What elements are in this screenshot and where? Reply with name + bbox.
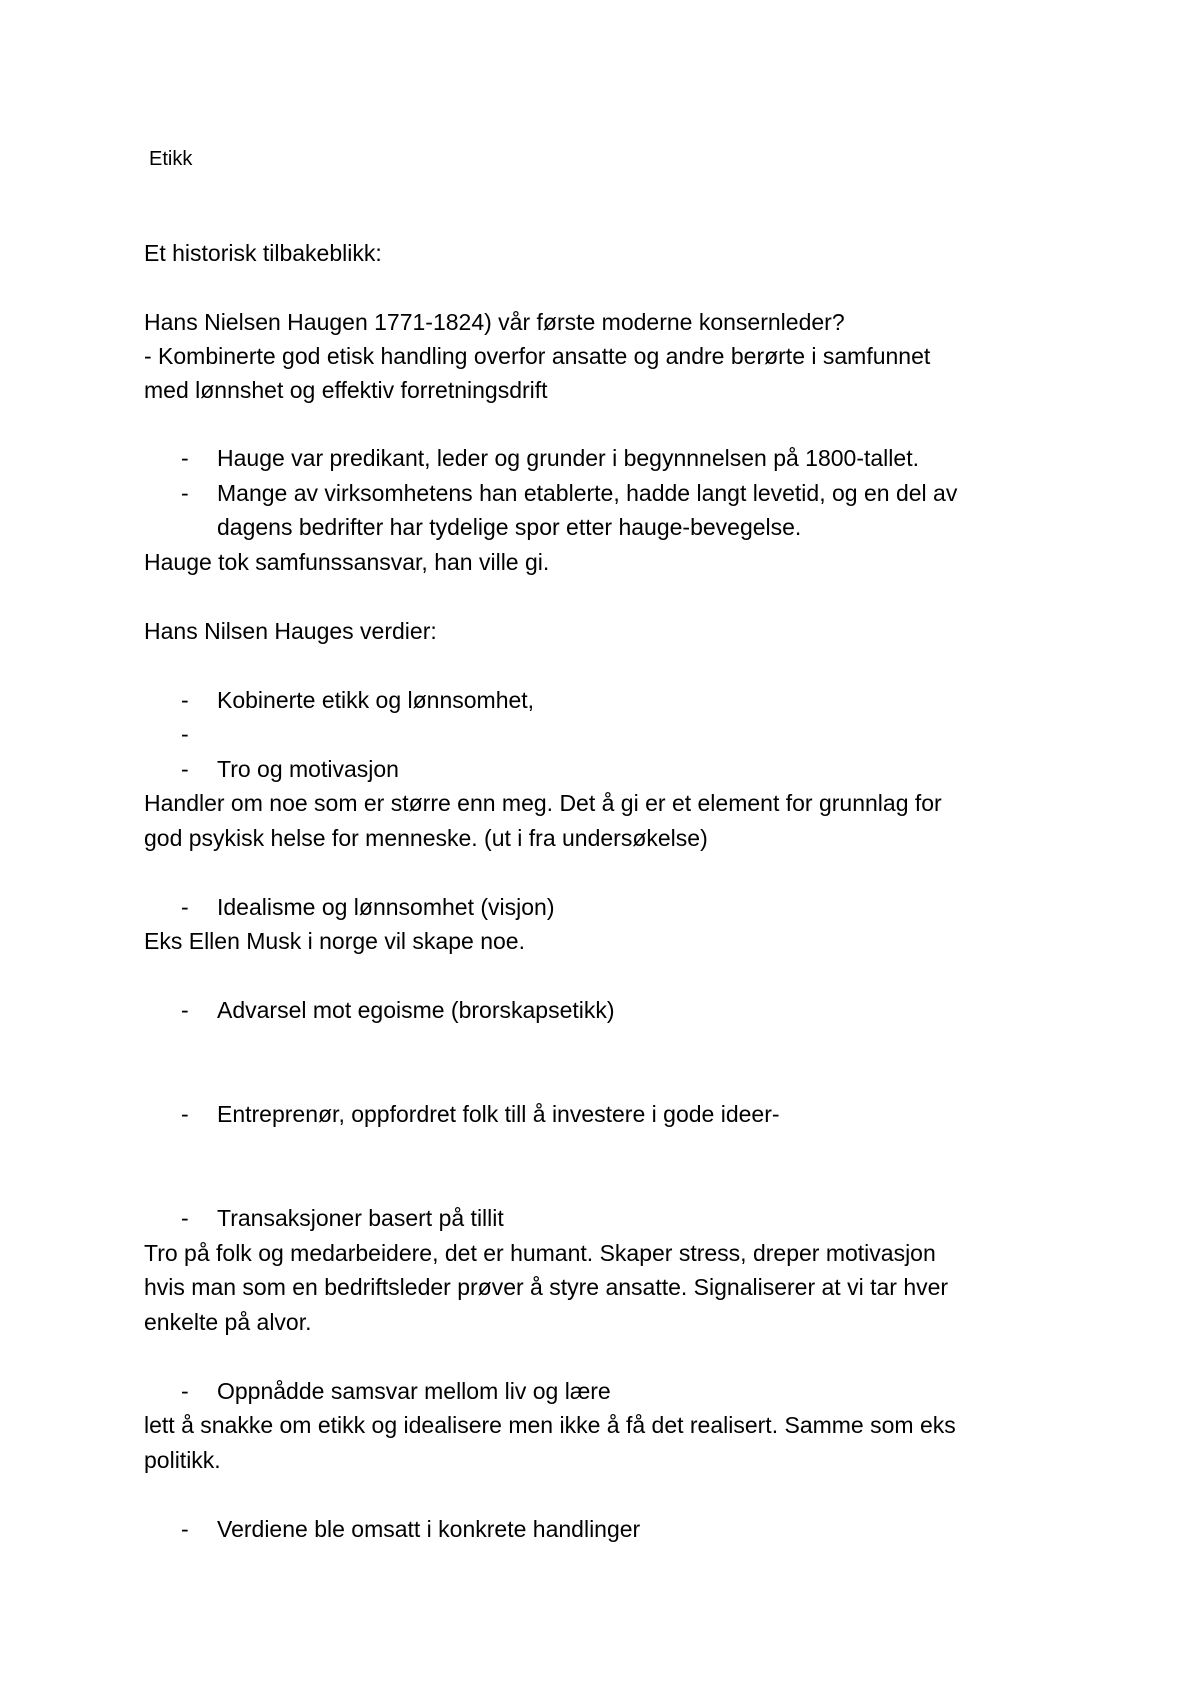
bullet-dash: - <box>181 445 189 471</box>
document-title: Etikk <box>149 148 193 170</box>
list-item-text: Hauge var predikant, leder og grunder i begynnnelsen på 1800-tallet. <box>217 445 919 471</box>
paragraph-line: god psykisk helse for menneske. (ut i fra undersøkelse) <box>144 825 708 851</box>
list-item-text: Entreprenør, oppfordret folk till å investere i gode ideer- <box>217 1101 780 1127</box>
bullet-dash: - <box>181 687 189 713</box>
bullet-dash: - <box>181 894 189 920</box>
list-item-text: Kobinerte etikk og lønnsomhet, <box>217 687 535 713</box>
heading-values: Hans Nilsen Hauges verdier: <box>144 618 437 644</box>
bullet-dash: - <box>181 1378 189 1404</box>
list-item-text: Mange av virksomhetens han etablerte, hadde langt levetid, og en del av <box>217 480 958 506</box>
bullet-dash: - <box>181 721 189 747</box>
paragraph-line: politikk. <box>144 1447 221 1473</box>
bullet-dash: - <box>181 480 189 506</box>
bullet-dash: - <box>181 997 189 1023</box>
paragraph-line: Hans Nielsen Haugen 1771-1824) vår første moderne konsernleder? <box>144 309 845 335</box>
bullet-dash: - <box>181 1101 189 1127</box>
paragraph-line: Eks Ellen Musk i norge vil skape noe. <box>144 928 525 954</box>
list-item-text: Verdiene ble omsatt i konkrete handlinger <box>217 1516 641 1542</box>
list-item-text: dagens bedrifter har tydelige spor etter hauge-bevegelse. <box>217 514 802 540</box>
list-item-text: Oppnådde samsvar mellom liv og lære <box>217 1378 611 1404</box>
paragraph-line: med lønnshet og effektiv forretningsdrift <box>144 377 548 403</box>
paragraph-line: - Kombinerte god etisk handling overfor ansatte og andre berørte i samfunnet <box>144 343 931 369</box>
list-item-text: Tro og motivasjon <box>217 756 399 782</box>
bullet-dash: - <box>181 1205 189 1231</box>
list-item-text: Idealisme og lønnsomhet (visjon) <box>217 894 555 920</box>
list-item-text: Advarsel mot egoisme (brorskapsetikk) <box>217 997 615 1023</box>
heading-history: Et historisk tilbakeblikk: <box>144 240 382 266</box>
paragraph-line: enkelte på alvor. <box>144 1309 312 1335</box>
paragraph-line: Handler om noe som er større enn meg. Det å gi er et element for grunnlag for <box>144 790 942 816</box>
paragraph-line: lett å snakke om etikk og idealisere men ikke å få det realisert. Samme som eks <box>144 1412 956 1438</box>
list-item-text: Transaksjoner basert på tillit <box>217 1205 504 1231</box>
paragraph-line: Hauge tok samfunssansvar, han ville gi. <box>144 549 550 575</box>
bullet-dash: - <box>181 1516 189 1542</box>
paragraph-line: Tro på folk og medarbeidere, det er humant. Skaper stress, dreper motivasjon <box>144 1240 936 1266</box>
paragraph-line: hvis man som en bedriftsleder prøver å styre ansatte. Signaliserer at vi tar hver <box>144 1274 949 1300</box>
bullet-dash: - <box>181 756 189 782</box>
